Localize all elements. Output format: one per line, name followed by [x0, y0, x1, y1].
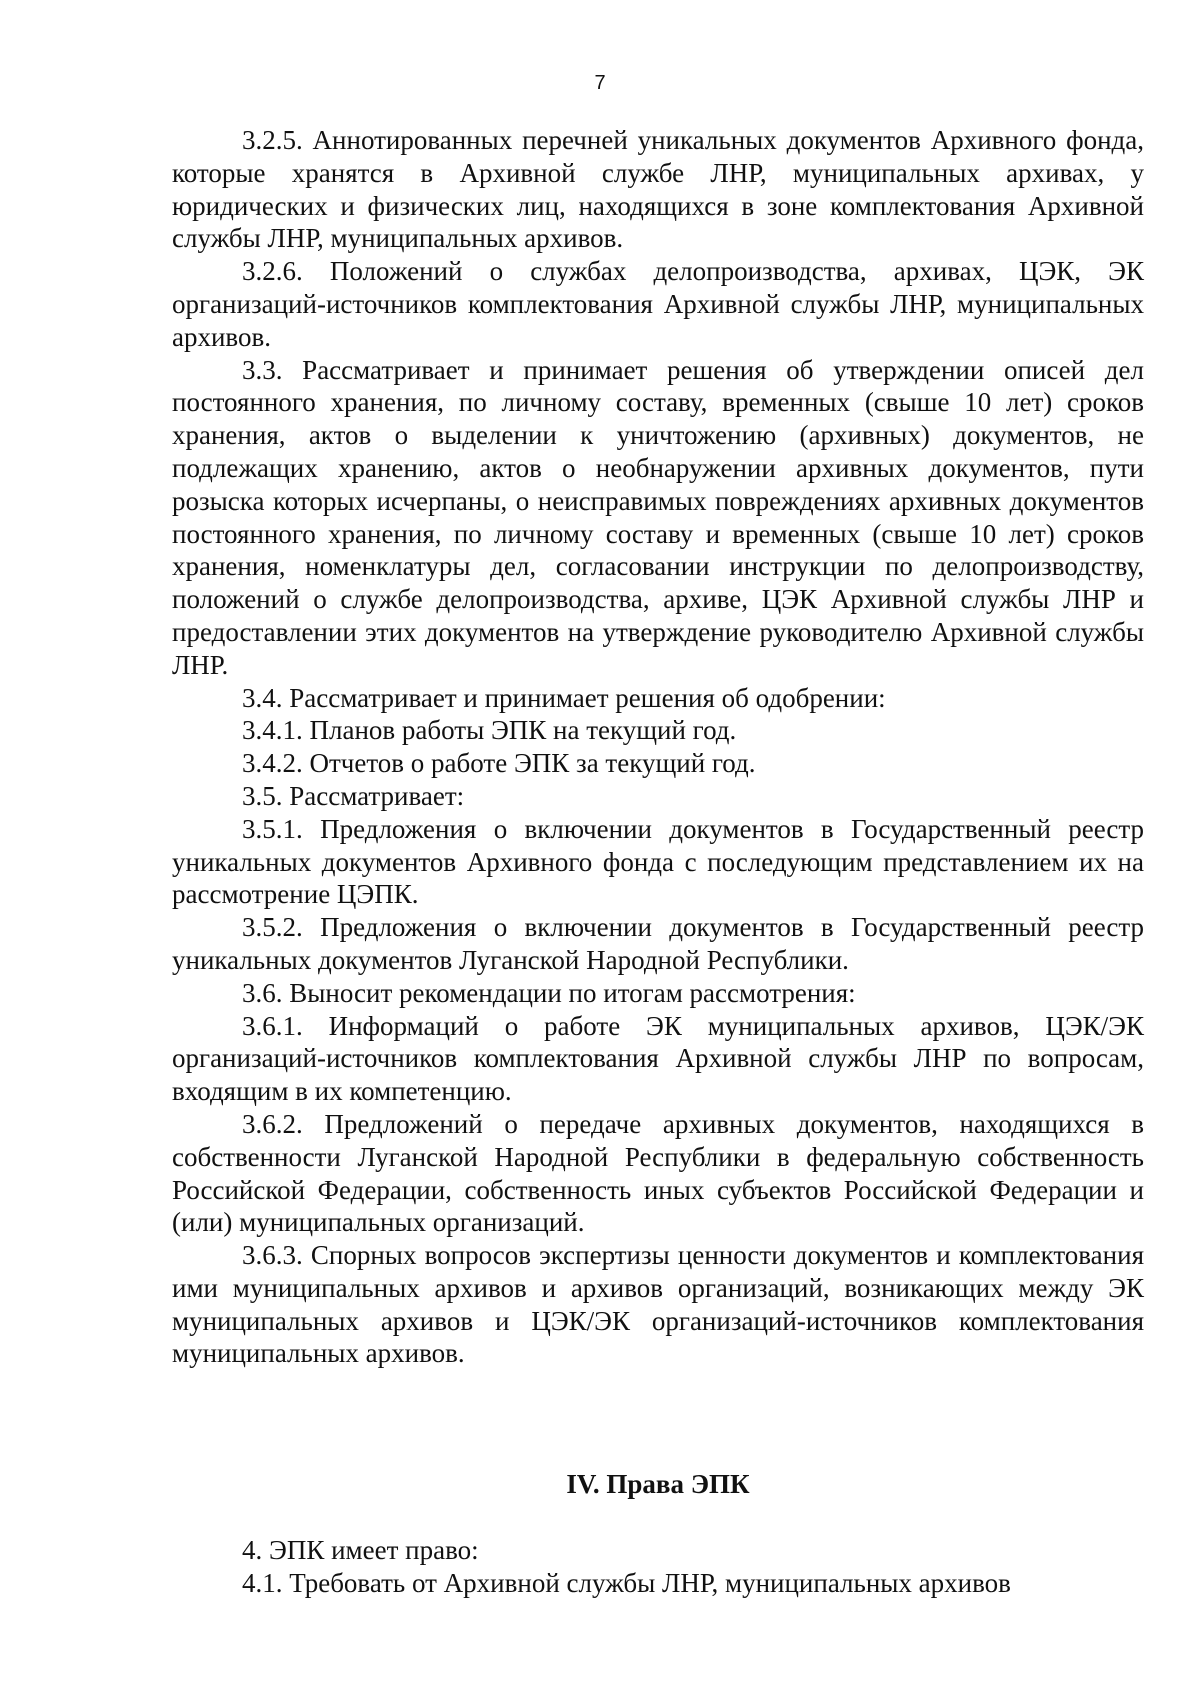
paragraph-3-5-1: 3.5.1. Предложения о включении документов в Государственный реестр уникальных документов Архивного фонда с последующим представлением их на рассмотрение ЦЭПК.: [172, 813, 1144, 910]
paragraph-3-5: 3.5. Рассматривает:: [242, 780, 465, 811]
document-body: [172, 124, 1144, 1600]
paragraph-4: 4. ЭПК имеет право:: [242, 1535, 479, 1566]
spacer: [172, 1501, 1144, 1534]
section-heading: IV. Права ЭПК: [566, 1469, 750, 1500]
paragraph-3-3: 3.3. Рассматривает и принимает решения об утверждении описей дел постоянного хранения, по личному составу, временных (свыше 10 лет) сроков хранения, актов о выделении к уничтожению (архивных) документов, не подлежащих хранению, актов о необнаружении архивных документов, пути розыска которых исчерпаны, о неисправимых повреждениях архивных документов постоянного хранения, по личному составу и временных (свыше 10 лет) сроков хранения, номенклатуры дел, согласовании инструкции по делопроизводству, положений о службе делопроизводства, архиве, ЦЭК Архивной службы ЛНР и предоставлении этих документов на утверждение руководителю Архивной службы ЛНР.: [172, 354, 1144, 680]
paragraph-3-4: 3.4. Рассматривает и принимает решения об одобрении:: [242, 682, 886, 713]
page-number: 7: [594, 72, 606, 94]
paragraph-3-2-6: 3.2.6. Положений о службах делопроизводства, архивах, ЦЭК, ЭК организаций-источников комплектования Архивной службы ЛНР, муниципальных архивов.: [172, 256, 1144, 352]
paragraph-3-6-1: 3.6.1. Информаций о работе ЭК муниципальных архивов, ЦЭК/ЭК организаций-источников комплектования Архивной службы ЛНР по вопросам, входящим в их компетенцию.: [172, 1010, 1144, 1107]
paragraph-3-5-2: 3.5.2. Предложения о включении документов в Государственный реестр уникальных документов Луганской Народной Республики.: [172, 912, 1144, 975]
paragraph-3-6: 3.6. Выносит рекомендации по итогам рассмотрения:: [242, 977, 856, 1008]
spacer: [172, 1370, 1144, 1468]
paragraph-3-2-5: 3.2.5. Аннотированных перечней уникальных документов Архивного фонда, которые хранятся в Архивной службе ЛНР, муниципальных архивах, у юридических и физических лиц, находящихся в зоне комплектования Архивной службы ЛНР, муниципальных архивов.: [172, 125, 1144, 254]
paragraph-3-4-1: 3.4.1. Планов работы ЭПК на текущий год.: [242, 715, 737, 746]
paragraph-3-6-3: 3.6.3. Спорных вопросов экспертизы ценности документов и комплектования ими муниципальных архивов и архивов организаций, возникающих между ЭК муниципальных архивов и ЦЭК/ЭК организаций-источников комплектования муниципальных архивов.: [172, 1240, 1144, 1369]
paragraph-3-6-2: 3.6.2. Предложений о передаче архивных документов, находящихся в собственности Луганской Народной Республики в федеральную собственность Российской Федерации, собственность иных субъектов Российской Федерации и (или) муниципальных организаций.: [172, 1108, 1144, 1238]
paragraph-3-4-2: 3.4.2. Отчетов о работе ЭПК за текущий год.: [242, 748, 756, 779]
paragraph-4-1: 4.1. Требовать от Архивной службы ЛНР, муниципальных архивов: [242, 1567, 1011, 1598]
